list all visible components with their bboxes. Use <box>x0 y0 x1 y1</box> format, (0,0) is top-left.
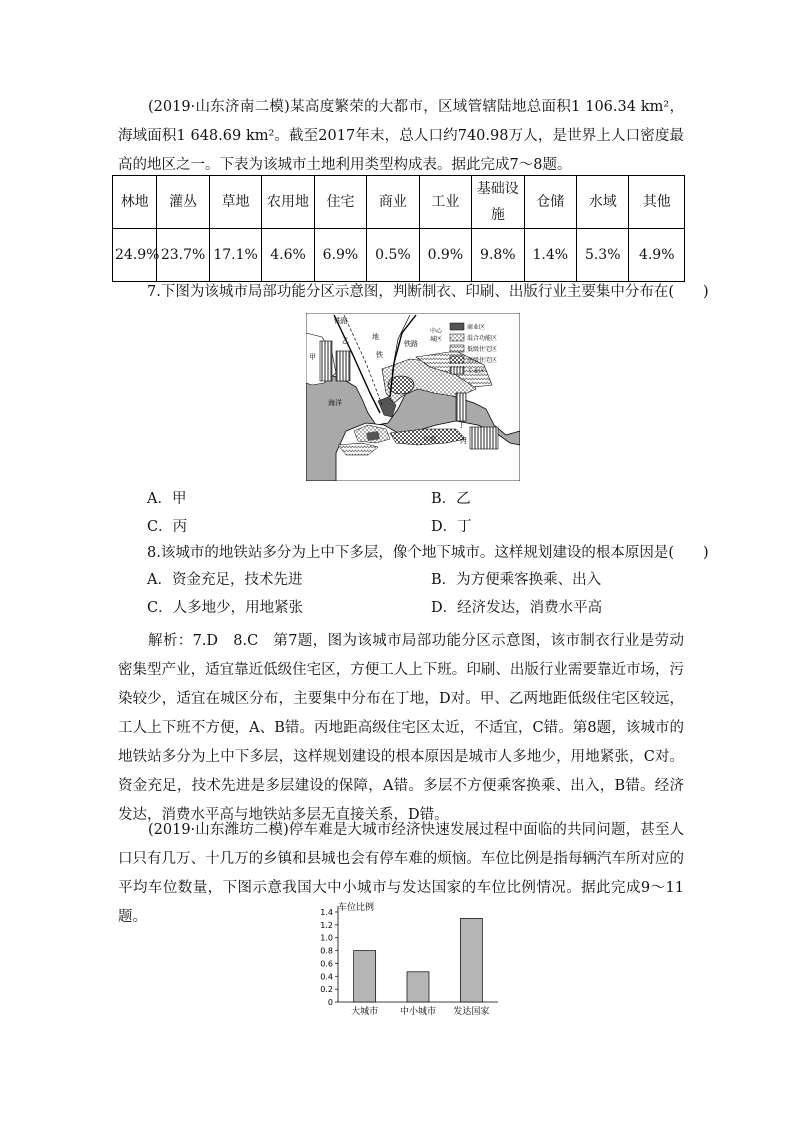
question-7-stem: 7.下图为该城市局部功能分区示意图，判断制衣、印刷、出版行业主要集中分布在( ) <box>147 284 709 300</box>
industrial-zone-jia <box>320 341 332 381</box>
x-tick-label: 中小城市 <box>399 1007 437 1017</box>
table-header-cell: 商业 <box>367 176 419 229</box>
x-tick-label: 发达国家 <box>453 1007 490 1017</box>
table-header-cell: 仓储 <box>524 176 576 229</box>
y-tick-label: 1.2 <box>320 920 333 930</box>
map-label-center: 城区 <box>430 336 443 343</box>
legend-label: 高级住宅区 <box>467 357 498 364</box>
table-value-cell: 6.9% <box>314 229 366 282</box>
map-label-ocean: 海洋 <box>328 399 342 407</box>
parking-ratio-chart <box>298 898 508 1020</box>
table-header-cell: 基础设施 <box>472 176 524 229</box>
bar-2 <box>460 918 482 1002</box>
table-value-cell: 24.9% <box>113 229 157 282</box>
chart-y-label: 车位比例 <box>338 903 375 913</box>
q7-option-d: D．丁 <box>431 519 472 535</box>
q8-option-d: D．经济发达，消费水平高 <box>431 600 603 616</box>
map-label-subway: 铁 <box>376 351 383 359</box>
q7-option-b: B．乙 <box>431 491 471 507</box>
intro2-paragraph: (2019·山东潍坊二模)停车难是大城市经济快速发展过程中面临的共同问题，甚至人口只有几万、十几万的乡镇和县城也会有停车难的烦恼。车位比例是指每辆汽车所对应的平均车位数量，下图示意我国大中小城市与发达国家的车位比例情况。据此完成9～11题。 <box>118 822 684 925</box>
table-header-cell: 林地 <box>113 176 157 229</box>
legend-label: 工业区 <box>467 368 486 375</box>
q7-option-c: C．丙 <box>147 519 188 535</box>
legend-label: 商业区 <box>467 324 486 331</box>
analysis-paragraph: 解析：7.D 8.C 第7题，图为该城市局部功能分区示意图，该市制衣行业是劳动密集型产业，适宜靠近低级住宅区，方便工人上下班。印刷、出版行业需要靠近市场，污染较少，适宜在城区分布，主要集中分布在丁地，D对。甲、乙两地距低级住宅区较远，工人上下班不方便，A、B错。丙地距高级住宅区太近，不适宜，C错。第8题，该城市的地铁站多分为上中下多层，这样规划建设的根本原因是城市人多地少，用地紧张，C对。资金充足，技术先进是多层建设的保障，A错。多层不方便乘客换乘、出入，B错。经济发达，消费水平高与地铁站多层无直接关系，D错。 <box>118 633 684 823</box>
q8-option-b: B．为方便乘客换乘、出入 <box>431 572 602 588</box>
bar-1 <box>407 972 429 1002</box>
table-value-cell: 23.7% <box>157 229 209 282</box>
legend-label: 混合功能区 <box>467 335 498 342</box>
table-value-cell: 5.3% <box>577 229 629 282</box>
industrial-zone-bing <box>470 427 498 449</box>
legend-swatch-commercial <box>450 323 464 330</box>
question-8-stem: 8.该城市的地铁站多分为上中下多层，像个地下城市。这样规划建设的根本原因是( ) <box>147 545 709 561</box>
map-label-center: 中心 <box>430 328 443 335</box>
table-header-row <box>113 176 685 229</box>
y-tick-label: 0 <box>327 998 333 1007</box>
legend-swatch-low-residential <box>450 345 464 352</box>
y-tick-label: 1.4 <box>320 908 333 917</box>
legend-swatch-mixed <box>450 334 464 341</box>
industrial-zone-ding <box>456 393 466 421</box>
map-label-ding: 丁 <box>458 421 465 429</box>
table-value-cell: 4.9% <box>629 229 685 282</box>
legend-label: 低级住宅区 <box>467 346 498 353</box>
map-label-yi: 乙 <box>342 337 349 345</box>
table-value-cell: 17.1% <box>209 229 261 282</box>
map-label-jia: 甲 <box>309 353 316 361</box>
table-header-cell: 其他 <box>629 176 685 229</box>
y-tick-label: 0.6 <box>320 959 333 969</box>
map-label-bing: 丙 <box>460 437 467 445</box>
y-tick-label: 1.0 <box>320 933 333 943</box>
table-header-cell: 工业 <box>419 176 471 229</box>
function-zone-map <box>306 313 520 481</box>
map-label-mountain: 山顶 <box>424 436 437 443</box>
table-value-cell: 0.5% <box>367 229 419 282</box>
q8-option-c: C．人多地少，用地紧张 <box>147 600 304 616</box>
q8-option-a: A．资金充足，技术先进 <box>147 572 303 588</box>
table-header-cell: 草地 <box>209 176 261 229</box>
q7-option-a: A．甲 <box>147 491 187 507</box>
table-value-cell: 9.8% <box>472 229 524 282</box>
bar-0 <box>354 951 376 1002</box>
table-header-cell: 灌丛 <box>157 176 209 229</box>
table-header-cell: 农用地 <box>262 176 314 229</box>
table-value-cell: 1.4% <box>524 229 576 282</box>
y-tick-label: 0.8 <box>320 946 333 956</box>
map-label-subway: 地 <box>372 333 379 341</box>
table-header-cell: 水域 <box>577 176 629 229</box>
table-header-cell: 住宅 <box>314 176 366 229</box>
legend-swatch-industrial <box>450 367 464 374</box>
table-value-cell: 4.6% <box>262 229 314 282</box>
y-tick-label: 0.4 <box>320 972 333 982</box>
industrial-zone-yi <box>336 351 350 381</box>
chart-marks <box>320 908 489 1017</box>
land-use-table <box>112 175 685 282</box>
map-label-railway: 铁路 <box>404 340 418 348</box>
legend-swatch-high-residential <box>450 356 464 363</box>
intro-paragraph: (2019·山东济南二模)某高度繁荣的大都市，区域管辖陆地总面积1 106.34 km²，海域面积1 648.69 km²。截至2017年末，总人口约740.98万人，是世界上人口密度最高的地区之一。下表为该城市土地利用类型构成表。据此完成7～8题。 <box>118 99 684 173</box>
table-value-cell: 0.9% <box>419 229 471 282</box>
table-value-row <box>113 229 685 282</box>
x-tick-label: 大城市 <box>351 1007 379 1017</box>
map-label-railway: 铁路 <box>334 317 348 325</box>
y-tick-label: 0.2 <box>320 985 333 995</box>
